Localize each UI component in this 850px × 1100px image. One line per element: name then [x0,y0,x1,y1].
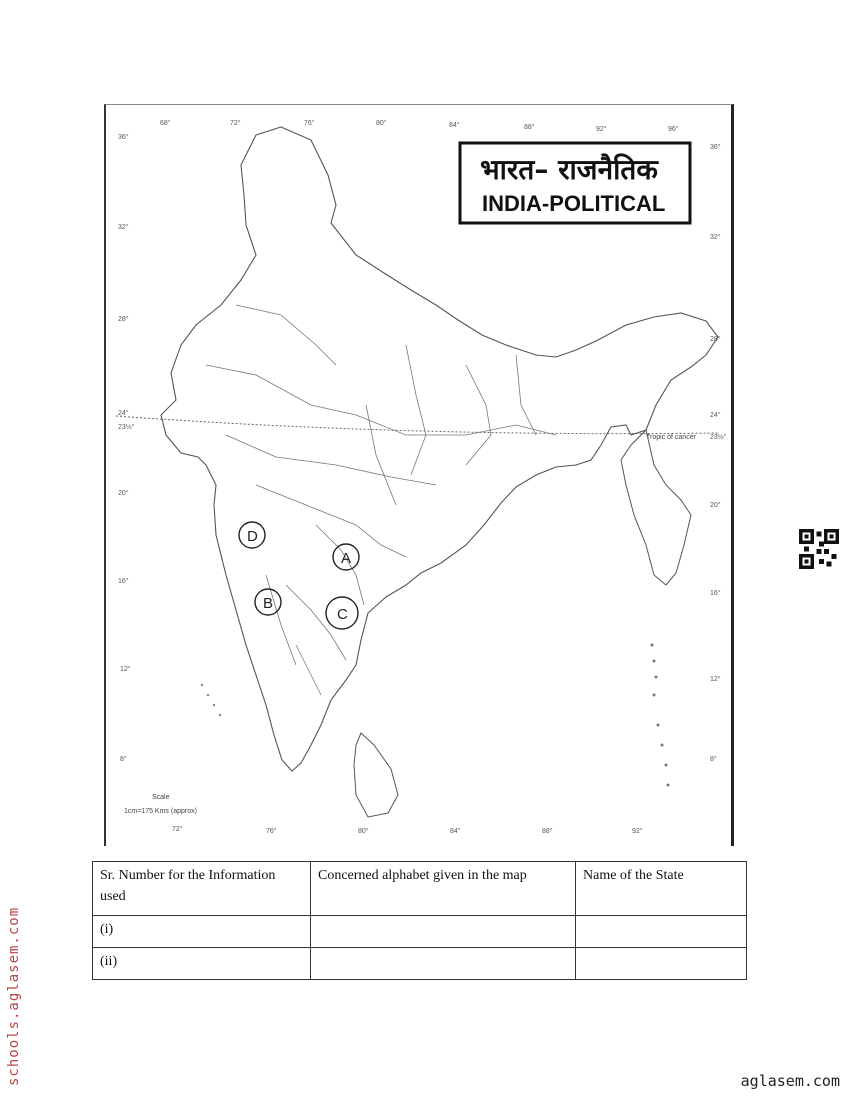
northeast-outline [621,430,691,585]
marker-c-label: C [337,606,348,623]
table-row [93,916,747,948]
scale-label: Scale [152,794,170,801]
lat-tick: 8° [710,756,717,763]
tropic-of-cancer-line [116,416,718,434]
long-tick: 76° [266,828,277,835]
marker-c [326,597,358,629]
lat-tick: 24° [710,412,721,419]
long-tick: 88° [542,828,553,835]
right-latitude-labels [710,143,727,763]
alphabet-cell[interactable] [311,916,576,948]
lat-tick: 28° [710,336,721,343]
marker-d [239,522,265,548]
table-header-row [93,862,747,916]
lat-tick: 23½° [710,434,727,441]
lat-tick: 36° [710,144,721,151]
long-tick: 80° [358,828,369,835]
lat-tick: 16° [118,578,129,585]
header-sr-number: Sr. Number for the Information used [93,862,311,916]
header-alphabet: Concerned alphabet given in the map [311,862,576,916]
left-latitude-labels [118,133,135,763]
lat-tick: 32° [118,224,129,231]
marker-a [333,544,359,570]
lat-tick: 16° [710,590,721,597]
marker-b [255,589,281,615]
top-longitude-labels [160,119,679,133]
long-tick: 92° [596,126,607,133]
header-state-name: Name of the State [576,862,747,916]
lat-tick: 24° [118,410,129,417]
long-tick: 80° [376,120,387,127]
lat-tick: 28° [118,316,129,323]
table-row [93,948,747,980]
alphabet-cell[interactable] [311,948,576,980]
lat-tick: 36° [118,134,129,141]
lat-tick: 8° [120,756,127,763]
lakshadweep-islands [201,684,221,716]
tropic-label: Tropic of cancer [646,434,696,441]
sri-lanka-outline [354,733,398,817]
lat-tick: 20° [118,490,129,497]
long-tick: 96° [668,126,679,133]
map-drawing [106,105,736,847]
bottom-longitude-labels [172,825,643,835]
andaman-islands [651,644,670,787]
scale-value: 1cm=175 Kms (approx) [124,808,197,815]
long-tick: 88° [524,124,535,131]
long-tick: 72° [230,120,241,127]
qr-code-icon[interactable] [799,529,839,569]
long-tick: 84° [449,122,460,129]
marker-b-label: B [263,595,274,612]
india-political-map [104,104,734,846]
long-tick: 92° [632,828,643,835]
map-title-english: INDIA-POLITICAL [482,191,666,216]
lat-tick: 20° [710,502,721,509]
marker-d-label: D [247,528,258,545]
lat-tick: 12° [710,676,721,683]
long-tick: 76° [304,120,315,127]
state-name-cell[interactable] [576,948,747,980]
lat-tick: 12° [120,666,131,673]
marker-a-label: A [341,550,352,567]
long-tick: 72° [172,826,183,833]
row-number-cell: (ii) [93,948,311,980]
lat-tick: 32° [710,234,721,241]
lat-tick: 23½° [118,424,135,431]
footer-watermark: aglasem.com [740,1072,840,1090]
side-watermark: schools.aglasem.com [6,906,22,1086]
map-title-hindi: भारत– राजनैतिक [480,153,658,186]
long-tick: 68° [160,120,171,127]
answer-table [92,861,747,980]
state-name-cell[interactable] [576,916,747,948]
long-tick: 84° [450,828,461,835]
row-number-cell: (i) [93,916,311,948]
